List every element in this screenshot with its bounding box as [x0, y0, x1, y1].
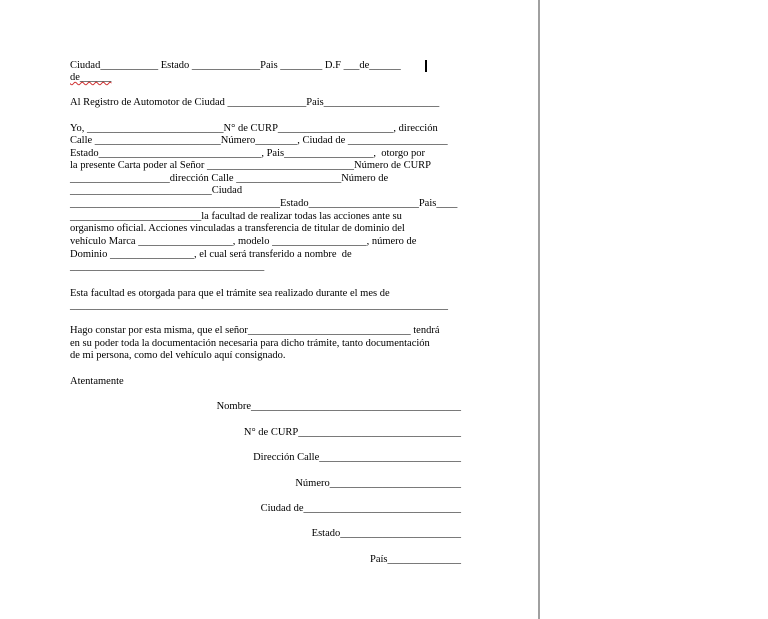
body-line[interactable]: ________________________________________Estado_____________________Pais____ [70, 198, 458, 209]
body-line[interactable]: _________________________la facultad de realizar todas las acciones ante su [70, 211, 402, 222]
constar-line[interactable]: Hago constar por esta misma, que el señor_______________________________ tendrá [70, 325, 440, 336]
body-line[interactable]: la presente Carta poder al Señor ____________________________Número de CURP [70, 160, 432, 171]
signature-field-estado[interactable]: Estado_______________________ [311, 528, 461, 539]
header-line-1[interactable]: Ciudad___________ Estado _____________Pais ________ D.F ___de______ [70, 60, 401, 71]
body-line[interactable]: Yo, __________________________N° de CURP______________________, dirección [70, 123, 438, 134]
signature-field-ciudad[interactable]: Ciudad de______________________________ [260, 503, 461, 514]
facultad-blank-line[interactable]: ________________________________________________________________________ [70, 300, 448, 311]
body-line[interactable]: Calle ________________________Número________, Ciudad de ___________________ [70, 135, 448, 146]
text-cursor [425, 60, 427, 72]
signature-field-curp[interactable]: N° de CURP_______________________________ [243, 427, 461, 438]
workspace-background [540, 0, 768, 619]
signature-field-numero[interactable]: Número_________________________ [295, 478, 461, 489]
body-line[interactable]: Dominio ________________, el cual será transferido a nombre de [70, 249, 352, 260]
constar-line[interactable]: de mi persona, como del vehículo aquí consignado. [70, 350, 286, 361]
body-line[interactable]: Estado_______________________________, Pais_________________, otorgo por [70, 148, 426, 159]
facultad-line[interactable]: Esta facultad es otorgada para que el trámite sea realizado durante el mes de [70, 288, 390, 299]
registro-line[interactable]: Al Registro de Automotor de Ciudad _______________Pais______________________ [70, 97, 440, 108]
signature-field-direccion[interactable]: Dirección Calle___________________________ [253, 452, 461, 463]
body-line[interactable]: vehículo Marca __________________, modelo __________________, número de [70, 236, 417, 247]
signature-field-nombre[interactable]: Nombre________________________________________ [216, 401, 461, 412]
body-line[interactable]: ___________________dirección Calle ____________________Número de [70, 173, 389, 184]
body-line[interactable]: organismo oficial. Acciones vinculadas a transferencia de titular de dominio del [70, 223, 405, 234]
body-line[interactable]: ___________________________Ciudad [70, 185, 243, 196]
body-line[interactable]: _____________________________________ [70, 261, 265, 272]
header-line-2[interactable]: de______ [70, 72, 112, 83]
closing-text[interactable]: Atentamente [70, 376, 124, 387]
signature-field-pais[interactable]: País______________ [369, 554, 461, 565]
constar-line[interactable]: en su poder toda la documentación necesaria para dicho trámite, tanto documentación [70, 338, 430, 349]
